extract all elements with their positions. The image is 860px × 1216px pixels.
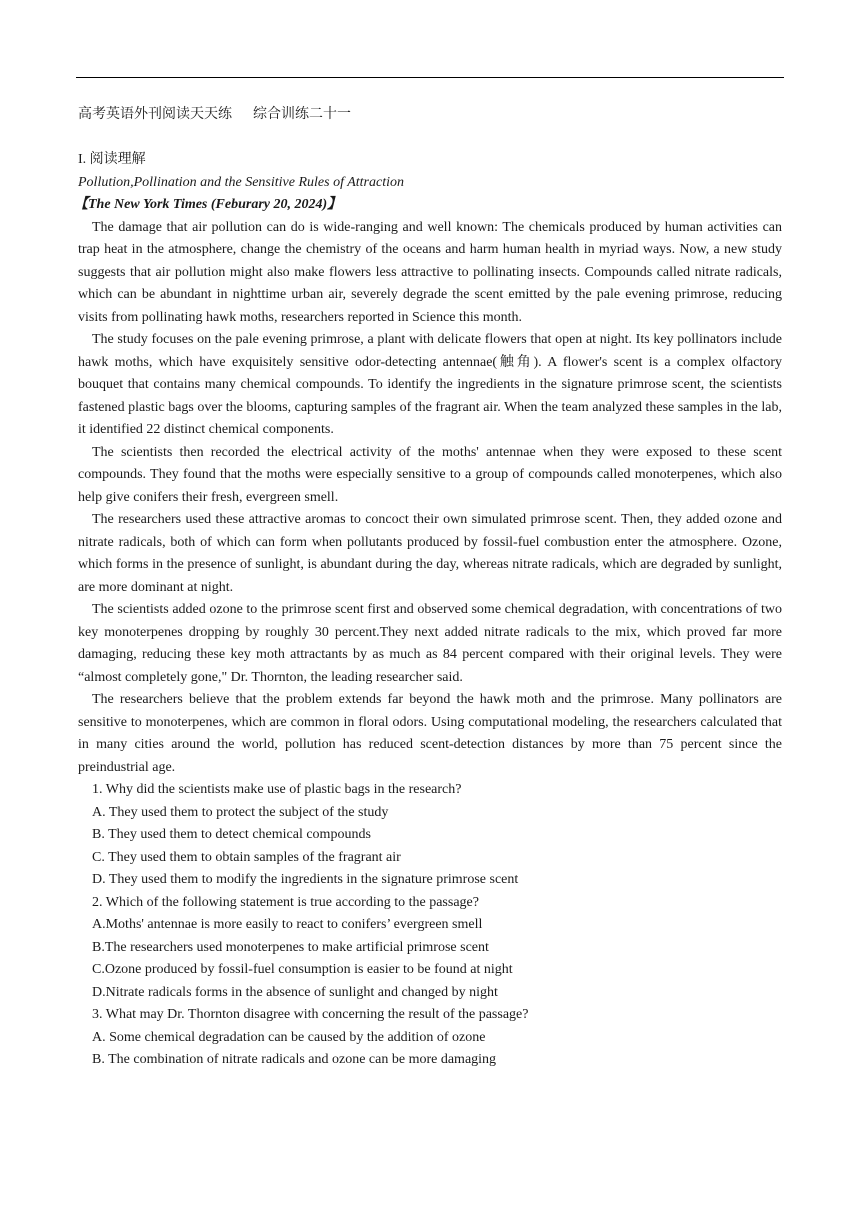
question-stem: 1. Why did the scientists make use of plastic bags in the research?: [92, 782, 462, 797]
question-1: [78, 779, 782, 892]
header-rule: [76, 77, 784, 78]
answer-option: A.Moths' antennae is more easily to react to conifers’ evergreen smell: [92, 917, 483, 932]
question-stem: 3. What may Dr. Thornton disagree with concerning the result of the passage?: [92, 1007, 529, 1022]
article-paragraph: The researchers used these attractive aromas to concoct their own simulated primrose scent. Then, they added ozone and nitrate radicals, both of which can form when pollutants produced by fossil-fuel combustion enter the atmosphere. Ozone, which forms in the presence of sunlight, is abundant during the day, whereas nitrate radicals, which are degraded by sunlight, are more dominant at night.: [78, 512, 782, 595]
answer-option: D. They used them to modify the ingredients in the signature primrose scent: [92, 872, 519, 887]
question-3: [78, 1004, 782, 1072]
article-paragraph: The researchers believe that the problem extends far beyond the hawk moth and the primrose. Many pollinators are sensitive to monoterpenes, which are common in floral odors. Using computational modeling, the researchers calculated that in many cities around the world, pollution has reduced scent-detection distances by more than 75 percent since the preindustrial age.: [78, 692, 782, 775]
answer-option: A. Some chemical degradation can be caused by the addition of ozone: [92, 1029, 486, 1045]
section-heading: I. 阅读理解: [78, 152, 146, 167]
question-2: [78, 892, 782, 1005]
answer-option: C.Ozone produced by fossil-fuel consumption is easier to be found at night: [92, 962, 513, 977]
answer-option: C. They used them to obtain samples of the fragrant air: [92, 849, 401, 865]
article-paragraph: The scientists added ozone to the primrose scent first and observed some chemical degradation, with concentrations of two key monoterpenes dropping by roughly 30 percent.They next added nitrate radicals to the mix, which proved far more damaging, reducing these key moth attractants by as much as 84 percent compared with their original levels. They were “almost completely gone," Dr. Thornton, the leading researcher said.: [78, 602, 782, 685]
article-paragraph: The study focuses on the pale evening primrose, a plant with delicate flowers that open at night. Its key pollinators include hawk moths, which have exquisitely sensitive odor-detecting antennae(触角). A flower's scent is a complex olfactory bouquet that contains many chemical compounds. To identify the ingredients in the signature primrose scent, the scientists fastened plastic bags over the blooms, capturing samples of the fragrant air. When the team analyzed these samples in the lab, it identified 22 distinct chemical components.: [78, 332, 782, 437]
page-header: 高考英语外刊阅读天天练 综合训练二十一: [78, 107, 351, 122]
document-body: [74, 104, 782, 1072]
blank-line: [78, 127, 782, 150]
answer-option: B. The combination of nitrate radicals and ozone can be more damaging: [92, 1052, 497, 1067]
article-paragraph: The damage that air pollution can do is wide-ranging and well known: The chemicals produced by human activities can trap heat in the atmosphere, change the chemistry of the oceans and harm human health in myriad ways. Now, a new study suggests that air pollution might also make flowers less attractive to pollinating insects. Compounds called nitrate radicals, which can be abundant in nighttime urban air, severely degrade the scent emitted by the pale evening primrose, reducing visits from pollinating hawk moths, researchers reported in Science this month.: [78, 219, 782, 325]
article-title: Pollution,Pollination and the Sensitive Rules of Attraction: [78, 174, 404, 190]
answer-option: B. They used them to detect chemical compounds: [92, 827, 371, 842]
answer-option: B.The researchers used monoterpenes to make artificial primrose scent: [92, 939, 489, 955]
article-paragraph: The scientists then recorded the electrical activity of the moths' antennae when they were exposed to these scent compounds. They found that the moths were especially sensitive to a group of compounds called monoterpenes, which also help give conifers their fresh, evergreen smell.: [78, 444, 782, 505]
article-source: 【The New York Times (Feburary 20, 2024)】: [74, 197, 342, 212]
answer-option: D.Nitrate radicals forms in the absence of sunlight and changed by night: [92, 984, 498, 1000]
question-stem: 2. Which of the following statement is true according to the passage?: [92, 894, 479, 910]
answer-option: A. They used them to protect the subject of the study: [92, 804, 389, 820]
